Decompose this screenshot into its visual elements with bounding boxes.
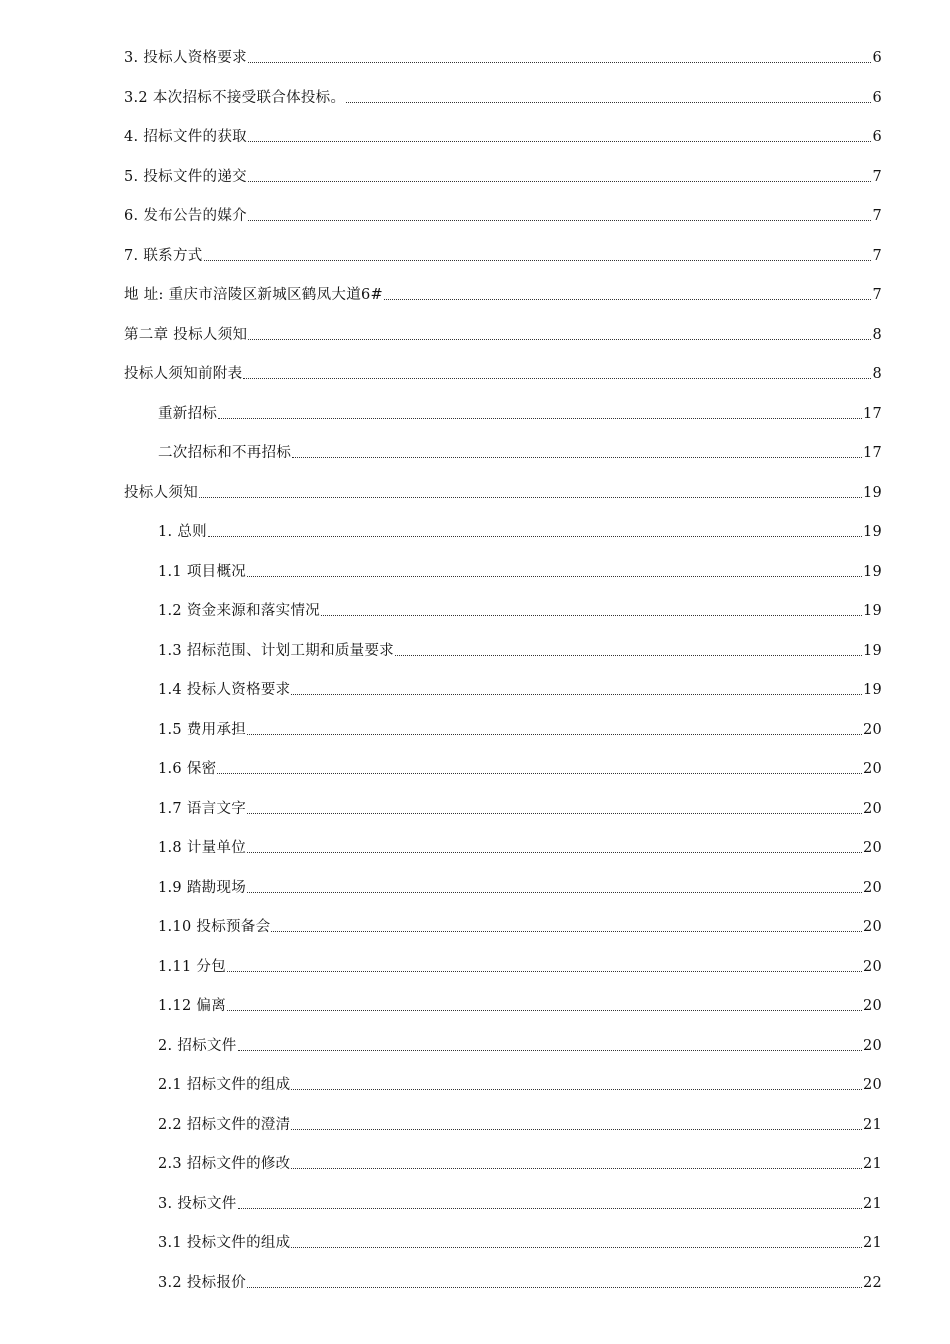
toc-entry[interactable]: [124, 44, 882, 68]
toc-entry-title: 1.2 资金来源和落实情况: [158, 603, 321, 619]
toc-entry[interactable]: [158, 1111, 882, 1135]
toc-entry[interactable]: [158, 874, 882, 898]
toc-entry-page-number: 19: [862, 643, 882, 659]
toc-entry[interactable]: [158, 913, 882, 937]
toc-dot-leader: [346, 102, 871, 103]
toc-entry-page-number: 20: [862, 959, 882, 975]
toc-entry[interactable]: [124, 242, 882, 266]
toc-entry-page-number: 21: [862, 1196, 882, 1212]
toc-entry-title: 3.2 投标报价: [158, 1275, 247, 1291]
toc-entry[interactable]: [124, 360, 882, 384]
toc-dot-leader: [247, 813, 862, 814]
toc-entry-title: 2.3 招标文件的修改: [158, 1156, 291, 1172]
toc-entry-title: 5. 投标文件的递交: [124, 169, 247, 185]
toc-dot-leader: [291, 1247, 861, 1248]
toc-entry-page-number: 8: [872, 366, 882, 382]
toc-entry-title: 3.2 本次招标不接受联合体投标。: [124, 90, 346, 106]
toc-dot-leader: [247, 852, 862, 853]
toc-dot-leader: [243, 378, 871, 379]
toc-entry-page-number: 17: [862, 445, 882, 461]
toc-dot-leader: [291, 694, 861, 695]
toc-entry-page-number: 21: [862, 1156, 882, 1172]
toc-entry-page-number: 21: [862, 1235, 882, 1251]
toc-entry-title: 1.3 招标范围、计划工期和质量要求: [158, 643, 395, 659]
toc-entry-title: 1.9 踏勘现场: [158, 880, 247, 896]
toc-dot-leader: [395, 655, 862, 656]
toc-entry-page-number: 7: [872, 208, 882, 224]
toc-entry-page-number: 19: [862, 564, 882, 580]
toc-entry[interactable]: [158, 716, 882, 740]
toc-dot-leader: [291, 1089, 861, 1090]
toc-entry[interactable]: [158, 953, 882, 977]
toc-entry-page-number: 20: [862, 880, 882, 896]
toc-dot-leader: [291, 1129, 861, 1130]
toc-entry-page-number: 19: [862, 682, 882, 698]
toc-entry-title: 1.1 项目概况: [158, 564, 247, 580]
toc-dot-leader: [247, 576, 862, 577]
toc-entry-page-number: 19: [862, 485, 882, 501]
toc-entry[interactable]: [124, 281, 882, 305]
toc-entry[interactable]: [124, 123, 882, 147]
toc-entry[interactable]: [158, 637, 882, 661]
toc-entry-page-number: 20: [862, 998, 882, 1014]
toc-entry[interactable]: [124, 202, 882, 226]
toc-entry[interactable]: [124, 163, 882, 187]
toc-entry[interactable]: [158, 834, 882, 858]
toc-entry[interactable]: [124, 84, 882, 108]
toc-entry[interactable]: [158, 1150, 882, 1174]
toc-dot-leader: [208, 536, 862, 537]
toc-dot-leader: [248, 339, 871, 340]
toc-entry-page-number: 20: [862, 919, 882, 935]
toc-entry[interactable]: [158, 795, 882, 819]
toc-dot-leader: [384, 299, 871, 300]
toc-entry-title: 1.6 保密: [158, 761, 217, 777]
toc-entry-page-number: 7: [872, 287, 882, 303]
toc-entry-title: 1.7 语言文字: [158, 801, 247, 817]
toc-entry-page-number: 19: [862, 524, 882, 540]
toc-entry[interactable]: [158, 1071, 882, 1095]
toc-entry-title: 2. 招标文件: [158, 1038, 237, 1054]
toc-dot-leader: [227, 971, 862, 972]
toc-dot-leader: [199, 497, 862, 498]
toc-entry-page-number: 20: [862, 1038, 882, 1054]
toc-entry-title: 3.1 投标文件的组成: [158, 1235, 291, 1251]
toc-dot-leader: [218, 418, 862, 419]
toc-entry[interactable]: [158, 439, 882, 463]
toc-dot-leader: [217, 773, 861, 774]
toc-entry[interactable]: [158, 1032, 882, 1056]
toc-entry-page-number: 8: [872, 327, 882, 343]
toc-entry-page-number: 20: [862, 1077, 882, 1093]
toc-entry-page-number: 17: [862, 406, 882, 422]
toc-entry-title: 2.2 招标文件的澄清: [158, 1117, 291, 1133]
toc-dot-leader: [292, 457, 862, 458]
toc-entry-title: 1.4 投标人资格要求: [158, 682, 291, 698]
toc-entry[interactable]: [158, 755, 882, 779]
toc-dot-leader: [238, 1050, 862, 1051]
toc-entry-title: 1.12 偏离: [158, 998, 226, 1014]
toc-entry[interactable]: [158, 1229, 882, 1253]
toc-entry[interactable]: [124, 321, 882, 345]
toc-entry-title: 1.11 分包: [158, 959, 226, 975]
toc-entry-title: 2.1 招标文件的组成: [158, 1077, 291, 1093]
toc-entry-page-number: 7: [872, 248, 882, 264]
toc-entry-title: 重新招标: [158, 406, 218, 422]
toc-entry[interactable]: [158, 597, 882, 621]
toc-entry[interactable]: [158, 558, 882, 582]
toc-dot-leader: [248, 141, 872, 142]
toc-entry-title: 地 址: 重庆市涪陵区新城区鹤凤大道6#: [124, 287, 383, 303]
toc-entry-page-number: 6: [872, 50, 882, 66]
toc-entry-page-number: 6: [872, 90, 882, 106]
toc-dot-leader: [204, 260, 872, 261]
toc-entry-title: 1.10 投标预备会: [158, 919, 271, 935]
toc-entry-title: 1.5 费用承担: [158, 722, 247, 738]
toc-entry-title: 1.8 计量单位: [158, 840, 247, 856]
toc-entry-title: 二次招标和不再招标: [158, 445, 292, 461]
toc-entry-title: 投标人须知前附表: [124, 366, 243, 382]
toc-entry-page-number: 21: [862, 1117, 882, 1133]
toc-entry-page-number: 20: [862, 722, 882, 738]
toc-entry-page-number: 6: [872, 129, 882, 145]
toc-entry-page-number: 22: [862, 1275, 882, 1291]
toc-entry-page-number: 7: [872, 169, 882, 185]
toc-entry[interactable]: [158, 1190, 882, 1214]
toc-dot-leader: [271, 931, 862, 932]
toc-dot-leader: [248, 181, 872, 182]
toc-entry[interactable]: [124, 479, 882, 503]
toc-dot-leader: [247, 1287, 862, 1288]
toc-entry-title: 4. 招标文件的获取: [124, 129, 247, 145]
toc-entry-page-number: 20: [862, 761, 882, 777]
toc-entry[interactable]: [158, 400, 882, 424]
toc-dot-leader: [238, 1208, 862, 1209]
toc-entry-page-number: 20: [862, 840, 882, 856]
toc-dot-leader: [291, 1168, 861, 1169]
toc-dot-leader: [321, 615, 862, 616]
toc-entry-title: 投标人须知: [124, 485, 198, 501]
toc-entry-title: 1. 总则: [158, 524, 207, 540]
toc-dot-leader: [227, 1010, 862, 1011]
toc-entry-title: 3. 投标文件: [158, 1196, 237, 1212]
toc-entry-page-number: 19: [862, 603, 882, 619]
toc-entry[interactable]: [158, 518, 882, 542]
toc-entry-title: 3. 投标人资格要求: [124, 50, 247, 66]
toc-entry[interactable]: [158, 1269, 882, 1293]
toc-dot-leader: [248, 220, 872, 221]
toc-entry-title: 7. 联系方式: [124, 248, 203, 264]
toc-entry-title: 第二章 投标人须知: [124, 327, 248, 343]
toc-entry-title: 6. 发布公告的媒介: [124, 208, 247, 224]
toc-entry[interactable]: [158, 676, 882, 700]
toc-dot-leader: [247, 734, 862, 735]
toc-dot-leader: [248, 62, 872, 63]
toc-entry[interactable]: [158, 992, 882, 1016]
toc-dot-leader: [247, 892, 862, 893]
toc-entry-page-number: 20: [862, 801, 882, 817]
